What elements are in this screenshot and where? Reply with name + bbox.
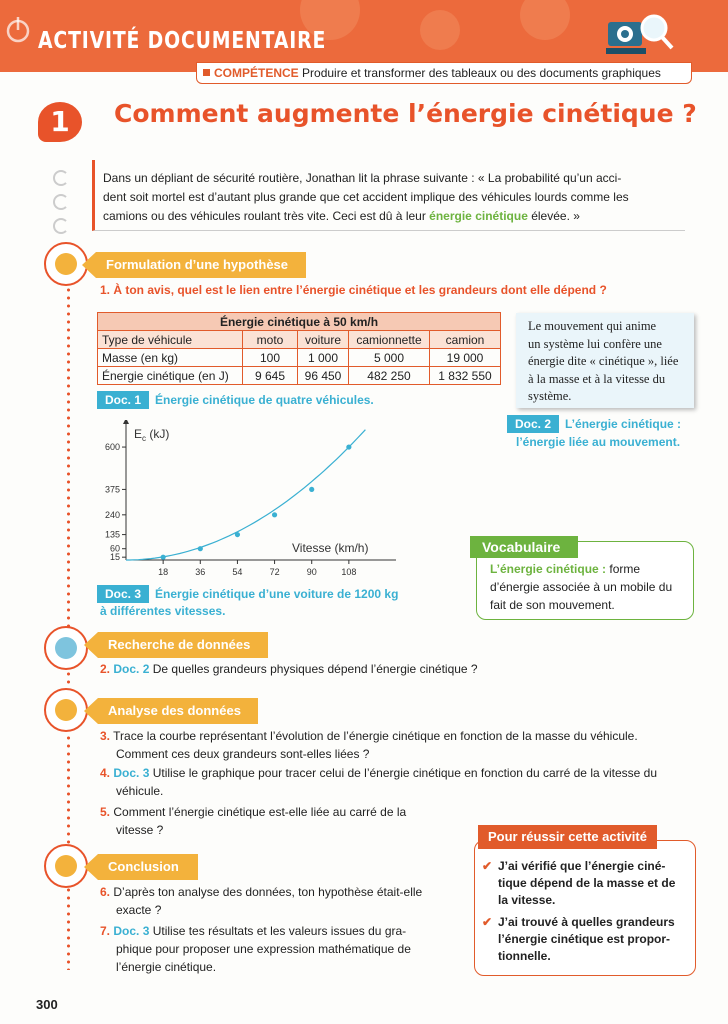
vocab-term: L’énergie cinétique :: [490, 562, 607, 576]
question-line: l’énergie cinétique.: [116, 960, 217, 974]
check-line: l’énergie cinétique est propor-: [498, 932, 671, 946]
question-number: 2.: [100, 662, 111, 676]
check-line: tionnelle.: [498, 949, 551, 963]
decor-circle: [420, 10, 460, 50]
success-title: Pour réussir cette activité: [478, 825, 657, 849]
check-icon: ✔: [482, 859, 493, 873]
question-6: [100, 883, 460, 919]
energy-table: [97, 312, 501, 385]
table-cell: 9 645: [243, 367, 298, 385]
table-cell: 100: [243, 349, 298, 367]
question-line: phique pour proposer une expression mathématique de: [116, 942, 411, 956]
question-line: [100, 764, 690, 782]
intro-line: [103, 207, 675, 226]
doc2-caption-line2: l’énergie liée au mouvement.: [516, 435, 681, 449]
x-tick-label: 72: [269, 567, 280, 577]
doc-label: Doc. 3: [97, 585, 149, 603]
power-icon: [4, 14, 32, 44]
y-axis-arrow: [123, 420, 129, 424]
question-5: [100, 803, 460, 839]
question-1: 1. À ton avis, quel est le lien entre l’énergie cinétique et les grandeurs dont elle dépend ?: [100, 283, 607, 297]
table-cell: Masse (en kg): [98, 349, 243, 367]
decor-circle: [520, 0, 570, 40]
vocab-def: forme: [609, 562, 641, 576]
doc2-caption: [507, 415, 681, 433]
binder-ring-icon: [53, 218, 69, 234]
doc-reference: Doc. 3: [113, 766, 150, 780]
activity-title: ACTIVITÉ DOCUMENTAIRE: [38, 28, 327, 54]
question-text: Utilise le graphique pour tracer celui de l’énergie cinétique en fonction du carré de la vitesse du: [152, 766, 658, 780]
table-cell: 96 450: [298, 367, 349, 385]
section-title-research: Recherche de données: [98, 632, 268, 658]
table-cell: Type de véhicule: [98, 331, 243, 349]
intro-text: [103, 169, 675, 226]
check-icon: ✔: [482, 915, 493, 929]
question-2: [100, 660, 680, 678]
intro-line: dent soit mortel est d’autant plus grande que cet accident implique des véhicules lourds comme les: [103, 190, 629, 204]
x-tick-label: 18: [158, 567, 169, 577]
question-text: Comment l’énergie cinétique est-elle liée au carré de la: [113, 805, 407, 819]
doc1-caption: [97, 391, 374, 409]
table-cell: 5 000: [349, 349, 430, 367]
y-tick-label: 240: [104, 509, 120, 520]
doc2-line: système.: [528, 389, 572, 403]
clipboard-icon: [44, 626, 88, 670]
vocab-line: d’énergie associée à un mobile du: [490, 580, 673, 594]
x-tick-label: 36: [195, 567, 206, 577]
vocabulary-text: [490, 560, 686, 614]
table-cell: 1 832 550: [430, 367, 501, 385]
table-cell: camion: [430, 331, 501, 349]
square-bullet-icon: [203, 69, 210, 76]
y-tick-label: 135: [104, 529, 120, 540]
table-cell: camionnette: [349, 331, 430, 349]
question-line: véhicule.: [116, 784, 164, 798]
energy-speed-chart: [92, 420, 412, 580]
competence-text: Produire et transformer des tableaux ou des documents graphiques: [302, 66, 661, 80]
question-line: vitesse ?: [116, 823, 164, 837]
doc-reference: Doc. 3: [113, 924, 150, 938]
data-point: [235, 532, 240, 537]
checklist-item: [482, 858, 690, 909]
question-line: [100, 883, 460, 901]
table-cell: Énergie cinétique (en J): [98, 367, 243, 385]
doc2-line: à la masse et à la vitesse du: [528, 371, 666, 386]
doc-label: Doc. 2: [507, 415, 559, 433]
check-line: J’ai vérifié que l’énergie ciné-: [498, 859, 666, 873]
table-cell: moto: [243, 331, 298, 349]
question-line: Comment ces deux grandeurs sont-elles liées ?: [116, 747, 370, 761]
data-point: [309, 487, 314, 492]
binder-ring-icon: [53, 170, 69, 186]
table-cell: 1 000: [298, 349, 349, 367]
check-line: la vitesse.: [498, 893, 556, 907]
doc2-line: énergie dite « cinétique », liée: [528, 354, 679, 368]
doc2-line: un système lui confère une: [528, 336, 662, 351]
data-point: [161, 555, 166, 560]
x-axis-label: Vitesse (km/h): [292, 541, 369, 555]
x-tick-label: 90: [306, 567, 317, 577]
data-point: [272, 512, 277, 517]
question-7: [100, 922, 460, 976]
table-cell: 482 250: [349, 367, 430, 385]
checklist-item: [482, 914, 690, 965]
doc3-caption: [97, 585, 398, 603]
y-tick-label: 60: [109, 543, 120, 554]
question-line: exacte ?: [116, 903, 162, 917]
intro-text-part: camions ou des véhicules roulant très vite. Ceci est dû à leur: [103, 209, 426, 223]
doc2-line: Le mouvement qui anime: [528, 319, 657, 333]
table-title: Énergie cinétique à 50 km/h: [98, 313, 501, 331]
highlight-term: énergie cinétique: [429, 209, 528, 223]
question-line: [100, 727, 690, 745]
question-text: De quelles grandeurs physiques dépend l’énergie cinétique ?: [152, 662, 478, 676]
question-number: 7.: [100, 924, 111, 938]
flower-icon: [44, 844, 88, 888]
section-title-analysis: Analyse des données: [98, 698, 258, 724]
question-3: [100, 727, 690, 763]
page-number: 300: [36, 997, 58, 1012]
competence-label: COMPÉTENCE: [214, 66, 299, 80]
intro-text-part: élevée. »: [531, 209, 580, 223]
caption-text: Énergie cinétique de quatre véhicules.: [155, 393, 374, 407]
question-4: [100, 764, 690, 800]
vocab-line: [490, 560, 686, 578]
check-line: tique dépend de la masse et de: [498, 876, 676, 890]
question-text: Trace la courbe représentant l’évolution de l’énergie cinétique en fonction de la masse du véhicule.: [113, 729, 638, 743]
activity-number: 1: [38, 102, 82, 142]
question-line: [100, 803, 460, 821]
y-axis-label: $E_c$ (kJ): [134, 427, 170, 443]
vocab-line: fait de son mouvement.: [490, 598, 615, 612]
y-tick-label: 600: [104, 442, 120, 453]
question-line: [100, 922, 460, 940]
binder-ring-icon: [53, 194, 69, 210]
section-title-conclusion: Conclusion: [98, 854, 198, 880]
question-number: 4.: [100, 766, 111, 780]
intro-line: Dans un dépliant de sécurité routière, Jonathan lit la phrase suivante : « La probabilité qu’un acci-: [103, 171, 622, 185]
doc2-text: [528, 318, 688, 406]
data-point: [198, 546, 203, 551]
x-tick-label: 54: [232, 567, 243, 577]
camera-magnifier-icon: [606, 8, 676, 62]
data-point: [346, 444, 351, 449]
page-title: Comment augmente l’énergie cinétique ?: [114, 99, 697, 128]
section-title-hypothesis: Formulation d’une hypothèse: [96, 252, 306, 278]
question-number: 3.: [100, 729, 111, 743]
eye-magnifier-icon: [44, 688, 88, 732]
competence-bar: [196, 62, 692, 84]
doc-reference: Doc. 2: [113, 662, 150, 676]
caption-text: Énergie cinétique d’une voiture de 1200 kg: [155, 587, 399, 601]
table-cell: 19 000: [430, 349, 501, 367]
doc3-caption-line2: à différentes vitesses.: [100, 604, 226, 618]
y-tick-label: 15: [109, 552, 120, 563]
question-text: D’après ton analyse des données, ton hypothèse était-elle: [113, 885, 423, 899]
doc-label: Doc. 1: [97, 391, 149, 409]
question-number: 5.: [100, 805, 111, 819]
vocabulary-title: Vocabulaire: [470, 536, 578, 558]
caption-text: L’énergie cinétique :: [565, 417, 682, 431]
y-tick-label: 375: [104, 484, 120, 495]
question-text: Utilise tes résultats et les valeurs issues du gra-: [152, 924, 407, 938]
question-number: 6.: [100, 885, 111, 899]
table-cell: voiture: [298, 331, 349, 349]
check-line: J’ai trouvé à quelles grandeurs: [498, 915, 675, 929]
x-tick-label: 108: [341, 567, 357, 577]
